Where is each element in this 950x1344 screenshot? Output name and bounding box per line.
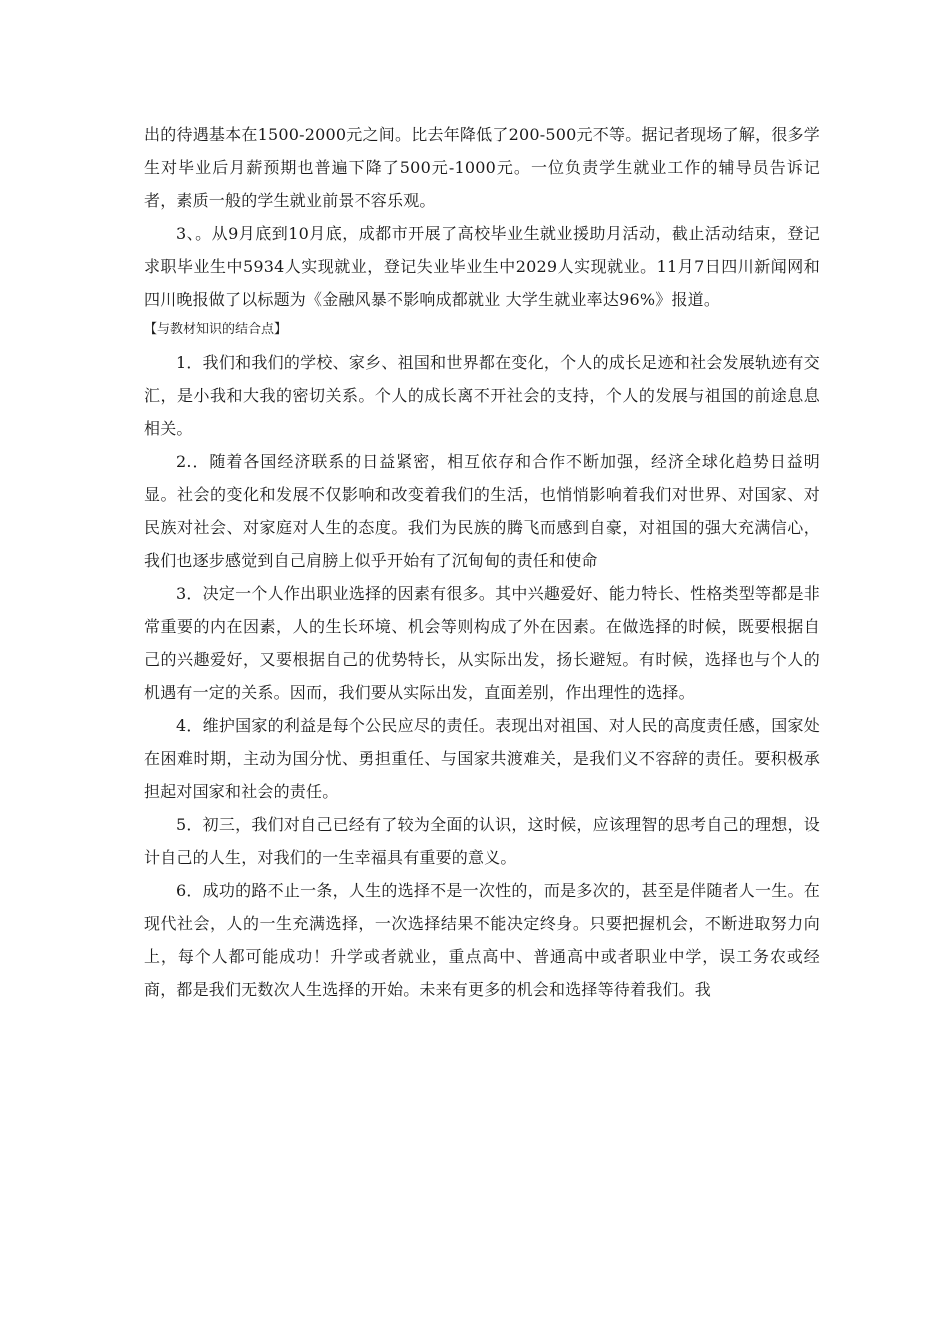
paragraph-continued: 出的待遇基本在1500-2000元之间。比去年降低了200-500元不等。据记者现场了解，很多学生对毕业后月薪预期也普遍下降了500元-1000元。一位负责学生就业工作的辅导员告诉记者，素质一般的学生就业前景不容乐观。 (144, 125, 820, 210)
document-page (144, 118, 820, 1006)
paragraph-item-3: 3、。从9月底到10月底，成都市开展了高校毕业生就业援助月活动，截止活动结束，登记求职毕业生中5934人实现就业，登记失业毕业生中2029人实现就业。11月7日四川新闻网和四川晚报做了以标题为《金融风暴不影响成都就业 大学生就业率达96%》报道。 (144, 224, 820, 309)
knowledge-point-4: 4．维护国家的利益是每个公民应尽的责任。表现出对祖国、对人民的高度责任感，国家处在困难时期，主动为国分忧、勇担重任、与国家共渡难关，是我们义不容辞的责任。要积极承担起对国家和社会的责任。 (144, 716, 820, 801)
knowledge-point-5: 5．初三，我们对自己已经有了较为全面的认识，这时候，应该理智的思考自己的理想，设计自己的人生，对我们的一生幸福具有重要的意义。 (144, 815, 820, 867)
knowledge-point-6: 6．成功的路不止一条，人生的选择不是一次性的，而是多次的，甚至是伴随者人一生。在现代社会，人的一生充满选择，一次选择结果不能决定终身。只要把握机会，不断进取努力向上，每个人都可能成功！升学或者就业，重点高中、普通高中或者职业中学，误工务农或经商，都是我们无数次人生选择的开始。未来有更多的机会和选择等待着我们。我 (144, 881, 820, 999)
knowledge-point-3: 3．决定一个人作出职业选择的因素有很多。其中兴趣爱好、能力特长、性格类型等都是非常重要的内在因素，人的生长环境、机会等则构成了外在因素。在做选择的时候，既要根据自己的兴趣爱好，又要根据自己的优势特长，从实际出发，扬长避短。有时候，选择也与个人的机遇有一定的关系。因而，我们要从实际出发，直面差别，作出理性的选择。 (144, 584, 820, 702)
section-heading: 【与教材知识的结合点】 (144, 322, 288, 337)
knowledge-point-1: 1．我们和我们的学校、家乡、祖国和世界都在变化，个人的成长足迹和社会发展轨迹有交汇，是小我和大我的密切关系。个人的成长离不开社会的支持，个人的发展与祖国的前途息息相关。 (144, 353, 820, 438)
knowledge-point-2: 2.．随着各国经济联系的日益紧密，相互依存和合作不断加强，经济全球化趋势日益明显。社会的变化和发展不仅影响和改变着我们的生活，也悄悄影响着我们对世界、对国家、对民族对社会、对家庭对人生的态度。我们为民族的腾飞而感到自豪，对祖国的强大充满信心，我们也逐步感觉到自己肩膀上似乎开始有了沉甸甸的责任和使命 (144, 452, 820, 570)
